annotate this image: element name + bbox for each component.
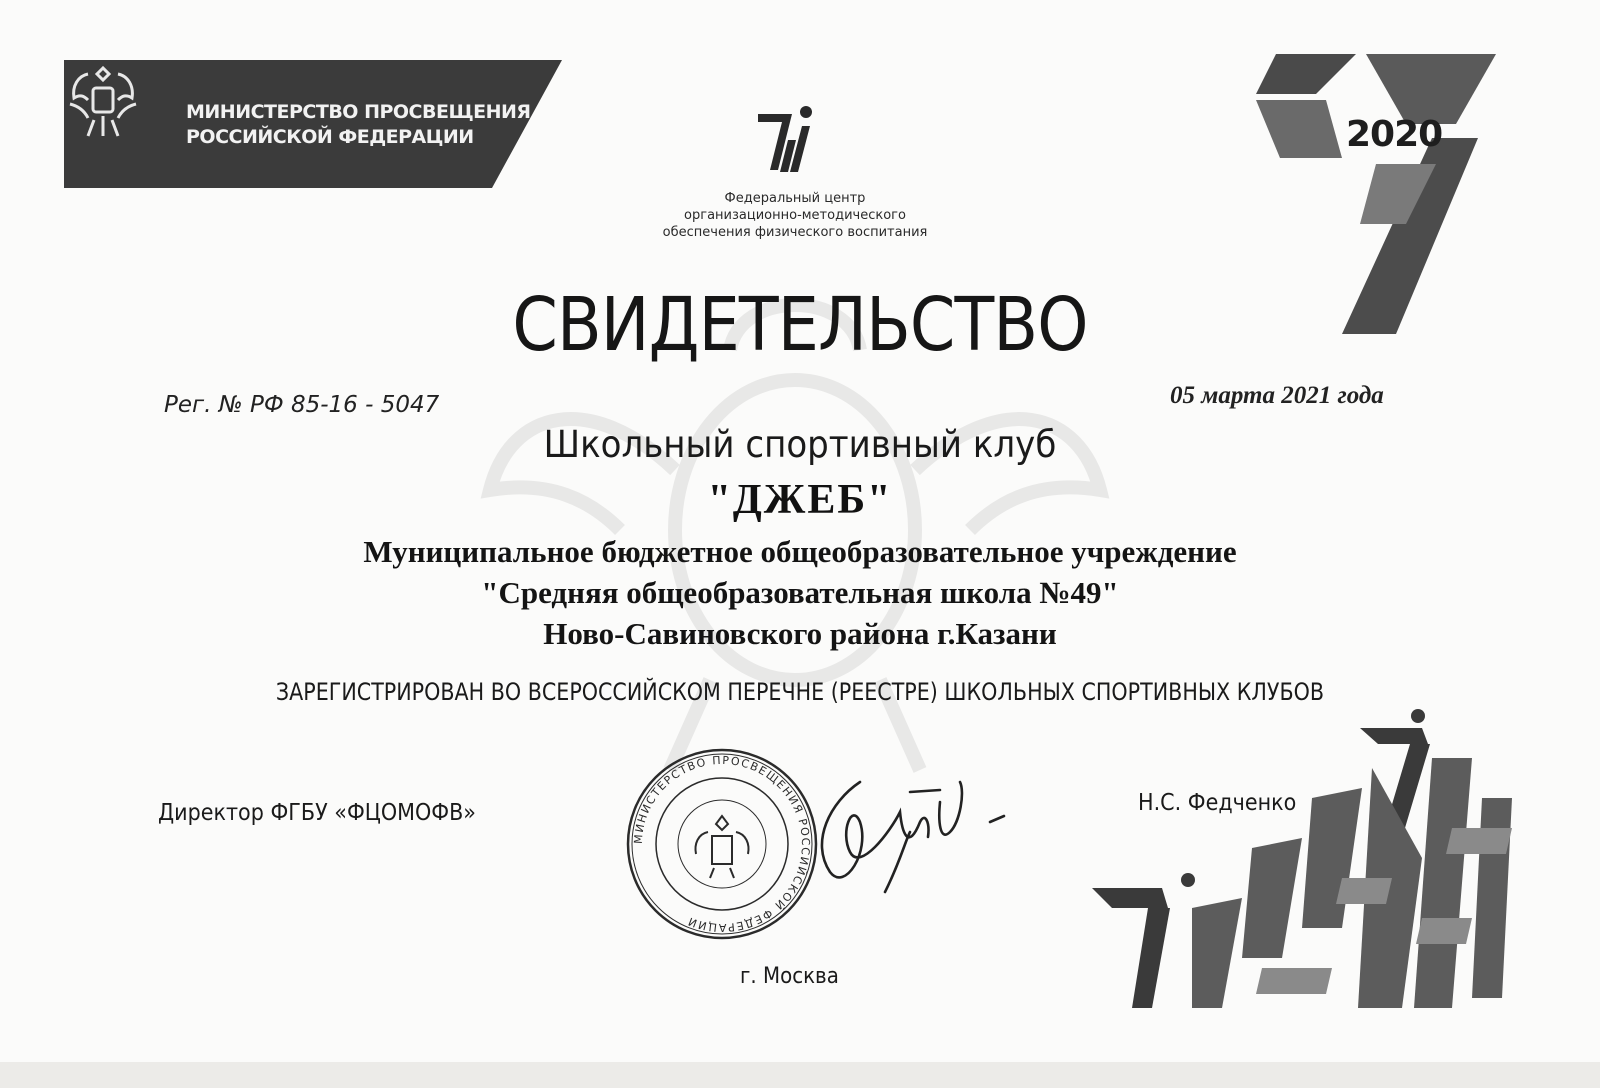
page-edge xyxy=(0,1062,1600,1088)
club-type: Школьный спортивный клуб xyxy=(543,423,1057,466)
school-line-3: Ново-Савиновского района г.Казани xyxy=(543,616,1057,651)
registration-number: Рег. № РФ 85-16 - 5047 xyxy=(164,392,440,418)
ministry-title xyxy=(186,100,531,150)
director-label: Директор ФГБУ «ФЦОМОФВ» xyxy=(158,800,476,826)
federal-center-line3: обеспечения физического воспитания xyxy=(662,225,928,240)
city-label: г. Москва xyxy=(740,964,839,989)
year-label: 2020 xyxy=(1346,114,1443,155)
signer-name: Н.С. Федченко xyxy=(1138,790,1297,816)
school-line-1: Муниципальное бюджетное общеобразовательное учреждение xyxy=(363,534,1237,569)
club-name: "ДЖЕБ" xyxy=(707,477,893,523)
ministry-banner xyxy=(64,60,564,188)
handwritten-signature-icon xyxy=(790,762,1040,902)
registry-statement: ЗАРЕГИСТРИРОВАН ВО ВСЕРОССИЙСКОМ ПЕРЕЧНЕ (РЕЕСТРЕ) ШКОЛЬНЫХ СПОРТИВНЫХ КЛУБОВ xyxy=(275,678,1325,706)
federal-center-name xyxy=(600,190,990,241)
issue-date: 05 марта 2021 года xyxy=(1170,382,1384,409)
svg-text:МИНИСТЕРСТВО ПРОСВЕЩЕНИЯ РОССИ xyxy=(632,754,812,934)
eagle-icon xyxy=(64,60,142,142)
ministry-title-line2: РОССИЙСКОЙ ФЕДЕРАЦИИ xyxy=(186,126,474,148)
school-line-2: "Средняя общеобразовательная школа №49" xyxy=(481,575,1119,610)
federal-center-logo-icon xyxy=(752,100,822,180)
decorative-sevens-pattern-icon xyxy=(1092,708,1522,1028)
federal-center-line1: Федеральный центр xyxy=(724,191,866,206)
ministry-title-line1: МИНИСТЕРСТВО ПРОСВЕЩЕНИЯ xyxy=(186,101,531,123)
federal-center-line2: организационно-методического xyxy=(684,208,906,223)
document-title: СВИДЕТЕЛЬСТВО xyxy=(512,282,1088,368)
seal-text: МИНИСТЕРСТВО ПРОСВЕЩЕНИЯ РОССИЙСКОЙ ФЕДЕРАЦИИ xyxy=(631,753,813,935)
